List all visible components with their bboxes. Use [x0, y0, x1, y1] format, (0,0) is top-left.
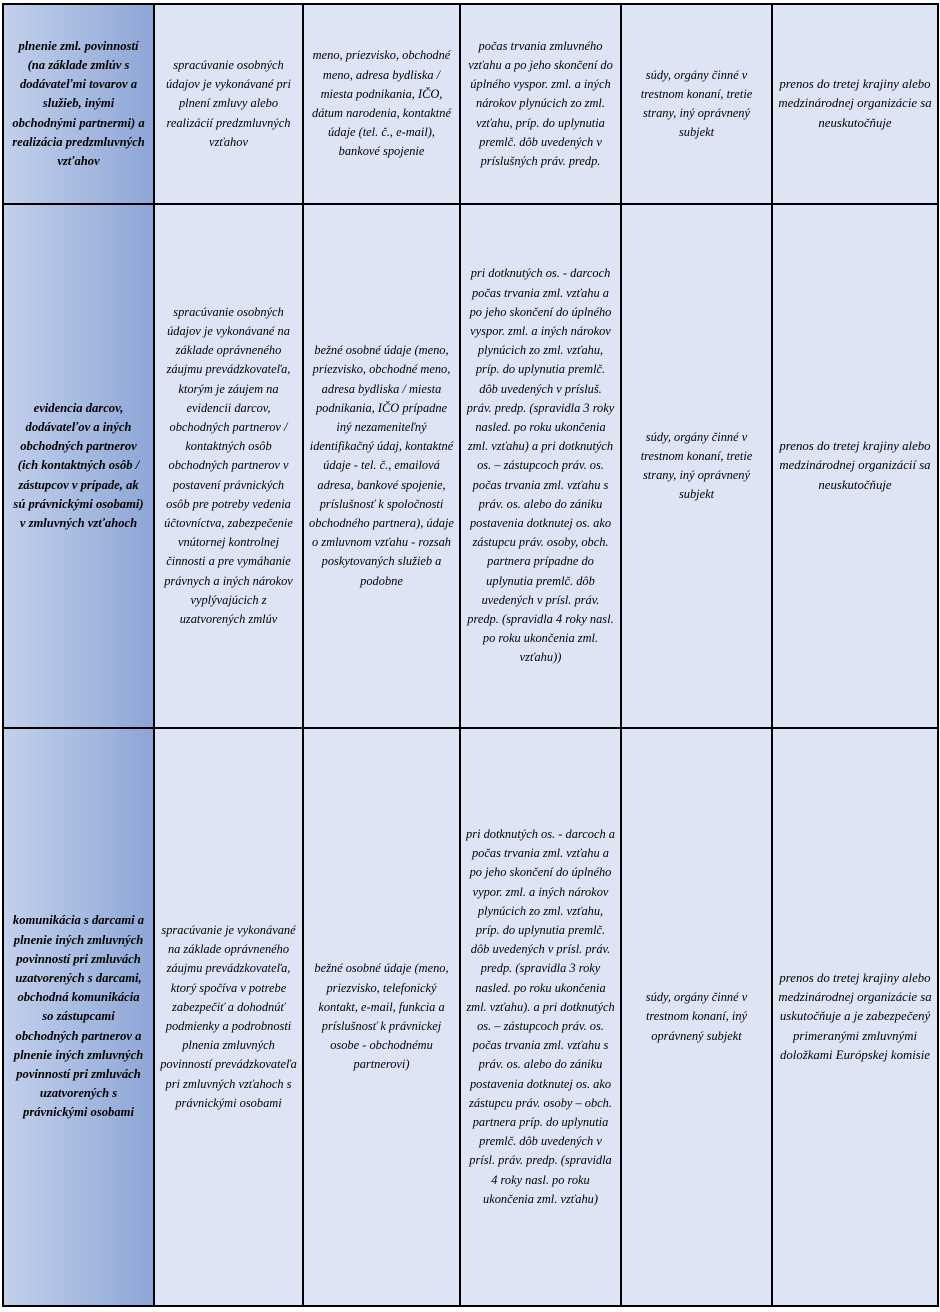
legal-basis-cell [154, 728, 303, 1306]
transfer-text: prenos do tretej krajiny alebo medzinárodnej organizácie sa neuskutočňuje [778, 77, 932, 130]
transfer-cell [772, 4, 938, 204]
data-categories-cell [303, 728, 460, 1306]
purpose-text: komunikácia s darcami a plnenie iných zmluvných povinností pri zmluvách uzatvorených s darcami, obchodná komunikácia so zástupcami obchodných partnerov a plnenie iných zmluvných povinností pri zmluvách uzatvorených s právnickými osobami [12, 913, 145, 1120]
recipients-cell [621, 4, 772, 204]
legal-basis-text: spracúvanie je vykonávané na základe oprávneného záujmu prevádzkovateľa, ktorý spočíva v potrebe zabezpečiť a dohodnúť podmienky a podrobnosti plnenia zmluvných povinností prevádzkovateľa pri zmluvných vzťahoch s právnickými osobami [160, 922, 297, 1110]
retention-cell [460, 728, 621, 1306]
purpose-cell [3, 4, 154, 204]
data-categories-text: bežné osobné údaje (meno, priezvisko, obchodné meno, adresa bydliska / miesta podnikania, IČO prípadne iný nezameniteľný identifikačný údaj, kontaktné údaje - tel. č., emailová adresa, bankové spojenie, príslušnosť k spoločnosti obchodného partnera), údaje o zmluvnom vzťahu - rozsah poskytovaných služieb a podobne [309, 343, 454, 588]
recipients-text: súdy, orgány činné v trestnom konaní, tretie strany, iný oprávnený subjekt [640, 429, 753, 502]
transfer-text: prenos do tretej krajiny alebo medzinárodnej organizácií sa neuskutočňuje [779, 439, 931, 492]
processing-purposes-table [2, 3, 939, 1307]
legal-basis-text: spracúvanie osobných údajov je vykonávané na základe oprávneného záujmu prevádzkovateľa, ktorým je záujem na evidencii darcov, obchodných partnerov / kontaktných osôb obchodných partnerov v postavení právnických osôb pre potreby vedenia účtovníctva, zabezpečenie vnútornej kontrolnej činnosti a pre vymáhanie právnych a iných nárokov vyplývajúcich z uzatvorených zmlúv [164, 304, 293, 627]
retention-cell [460, 204, 621, 728]
recipients-text: súdy, orgány činné v trestnom konaní, iný oprávnený subjekt [645, 990, 748, 1043]
data-categories-text: meno, priezvisko, obchodné meno, adresa bydliska / miesta podnikania, IČO, dátum narodenia, kontaktné údaje (tel. č., e-mail), bankové spojenie [312, 48, 451, 159]
transfer-cell [772, 728, 938, 1306]
recipients-text: súdy, orgány činné v trestnom konaní, tretie strany, iný oprávnený subjekt [640, 67, 753, 140]
purpose-text: evidencia darcov, dodávateľov a iných obchodných partnerov (ich kontaktných osôb / zástupcov v prípade, ak sú právnickými osobami) v zmluvných vzťahoch [13, 400, 144, 530]
table-row [3, 4, 938, 204]
data-categories-text: bežné osobné údaje (meno, priezvisko, telefonický kontakt, e-mail, funkcia a príslušnosť k právnickej osobe - obchodnému partnerovi) [314, 961, 449, 1072]
purpose-cell [3, 728, 154, 1306]
retention-text: pri dotknutých os. - darcoch počas trvania zml. vzťahu a po jeho skončení do úplného vyspor. zml. a iných nárokov plynúcich zo zml. vzťahu, príp. do uplynutia premlč. dôb uvedených v prísluš. práv. predp. (spravidla 3 roky nasled. po roku ukončenia zml. vzťahu) a pri dotknutých os. – zástupcoch práv. os. počas trvania zml. vzťahu s práv. os. alebo do zániku postavenia dotknutej os. ako zástupcu práv. osoby, obch. partnera prípadne do uplynutia premlč. dôb uvedených v prísl. práv. predp. (spravidla 4 roky nasl. po roku ukončenia zml. vzťahu)) [466, 266, 615, 665]
retention-text: počas trvania zmluvného vzťahu a po jeho skončení do úplného vyspor. zml. a iných nárokov plynúcich zo zml. vzťahu, príp. do uplynutia premlč. dôb uvedených v príslušných práv. predp. [468, 38, 613, 168]
recipients-cell [621, 728, 772, 1306]
legal-basis-cell [154, 4, 303, 204]
retention-cell [460, 4, 621, 204]
table-row [3, 728, 938, 1306]
purpose-cell [3, 204, 154, 728]
table-row [3, 204, 938, 728]
retention-text: pri dotknutých os. - darcoch a počas trvania zml. vzťahu a po jeho skončení do úplného vypor. zml. a iných nárokov plynúcich zo zml. vzťahu, príp. do uplynutia premlč. dôb uvedených v prísl. práv. predp. (spravidla 3 roky nasled. po roku ukončenia zml. vzťahu). a pri dotknutých os. – zástupcoch práv. os. počas trvania zml. vzťahu s práv. os. alebo do zániku postavenia dotknutej os. ako zástupcu práv. osoby – obch. partnera príp. do uplynutia premlč. dôb uvedených v prísl. práv. predp. (spravidla 4 roky nasl. po roku ukončenia zml. vzťahu) [466, 826, 615, 1206]
data-categories-cell [303, 4, 460, 204]
legal-basis-cell [154, 204, 303, 728]
transfer-cell [772, 204, 938, 728]
purpose-text: plnenie zml. povinností (na základe zmlúv s dodávateľmi tovarov a služieb, inými obchodnými partnermi) a realizácia predzmluvných vzťahov [12, 38, 145, 168]
data-categories-cell [303, 204, 460, 728]
transfer-text: prenos do tretej krajiny alebo medzinárodnej organizácie sa uskutočňuje a je zabezpečený primeranými zmluvnými doložkami Európskej komisie [778, 970, 932, 1062]
legal-basis-text: spracúvanie osobných údajov je vykonávané pri plnení zmluvy alebo realizácií predzmluvných vzťahov [166, 57, 291, 149]
recipients-cell [621, 204, 772, 728]
